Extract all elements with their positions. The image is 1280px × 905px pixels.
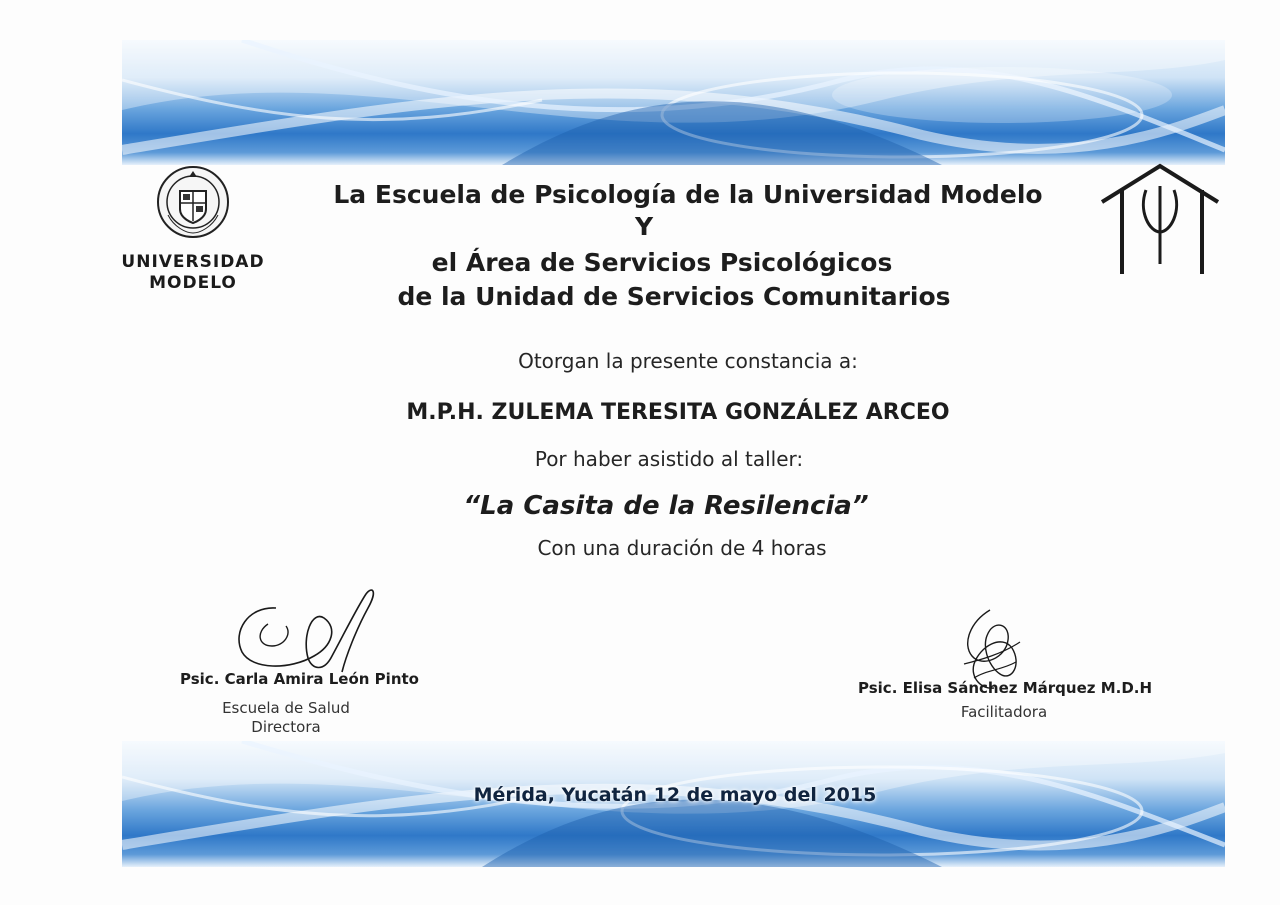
header-line-1: La Escuela de Psicología de la Universidad Modelo xyxy=(333,180,1043,209)
signer-role-line: Escuela de Salud xyxy=(222,699,350,717)
signer-name-left: Psic. Carla Amira León Pinto xyxy=(180,670,419,688)
top-decorative-banner xyxy=(122,40,1225,165)
signer-role-line: Directora xyxy=(251,718,321,736)
signer-role-right xyxy=(904,703,1104,722)
header-line-2: Y xyxy=(634,212,654,241)
university-logo-line: UNIVERSIDAD xyxy=(121,252,265,272)
signer-role-left xyxy=(186,699,386,737)
place-and-date: Mérida, Yucatán 12 de mayo del 2015 xyxy=(473,784,877,806)
reason-text: Por haber asistido al taller: xyxy=(534,447,804,471)
recipient-name: M.P.H. ZULEMA TERESITA GONZÁLEZ ARCEO xyxy=(406,400,950,425)
workshop-title: “La Casita de la Resilencia” xyxy=(463,491,869,521)
duration-text: Con una duración de 4 horas xyxy=(537,536,827,560)
university-logo-line: MODELO xyxy=(149,273,237,293)
signature-icon xyxy=(228,586,378,678)
header-line-3: el Área de Servicios Psicológicos xyxy=(431,248,893,277)
signer-role-line: Facilitadora xyxy=(960,703,1048,721)
header-line-4: de la Unidad de Servicios Comunitarios xyxy=(397,282,951,311)
grant-text: Otorgan la presente constancia a: xyxy=(518,349,858,373)
signer-name-right: Psic. Elisa Sánchez Márquez M.D.H xyxy=(858,679,1153,697)
